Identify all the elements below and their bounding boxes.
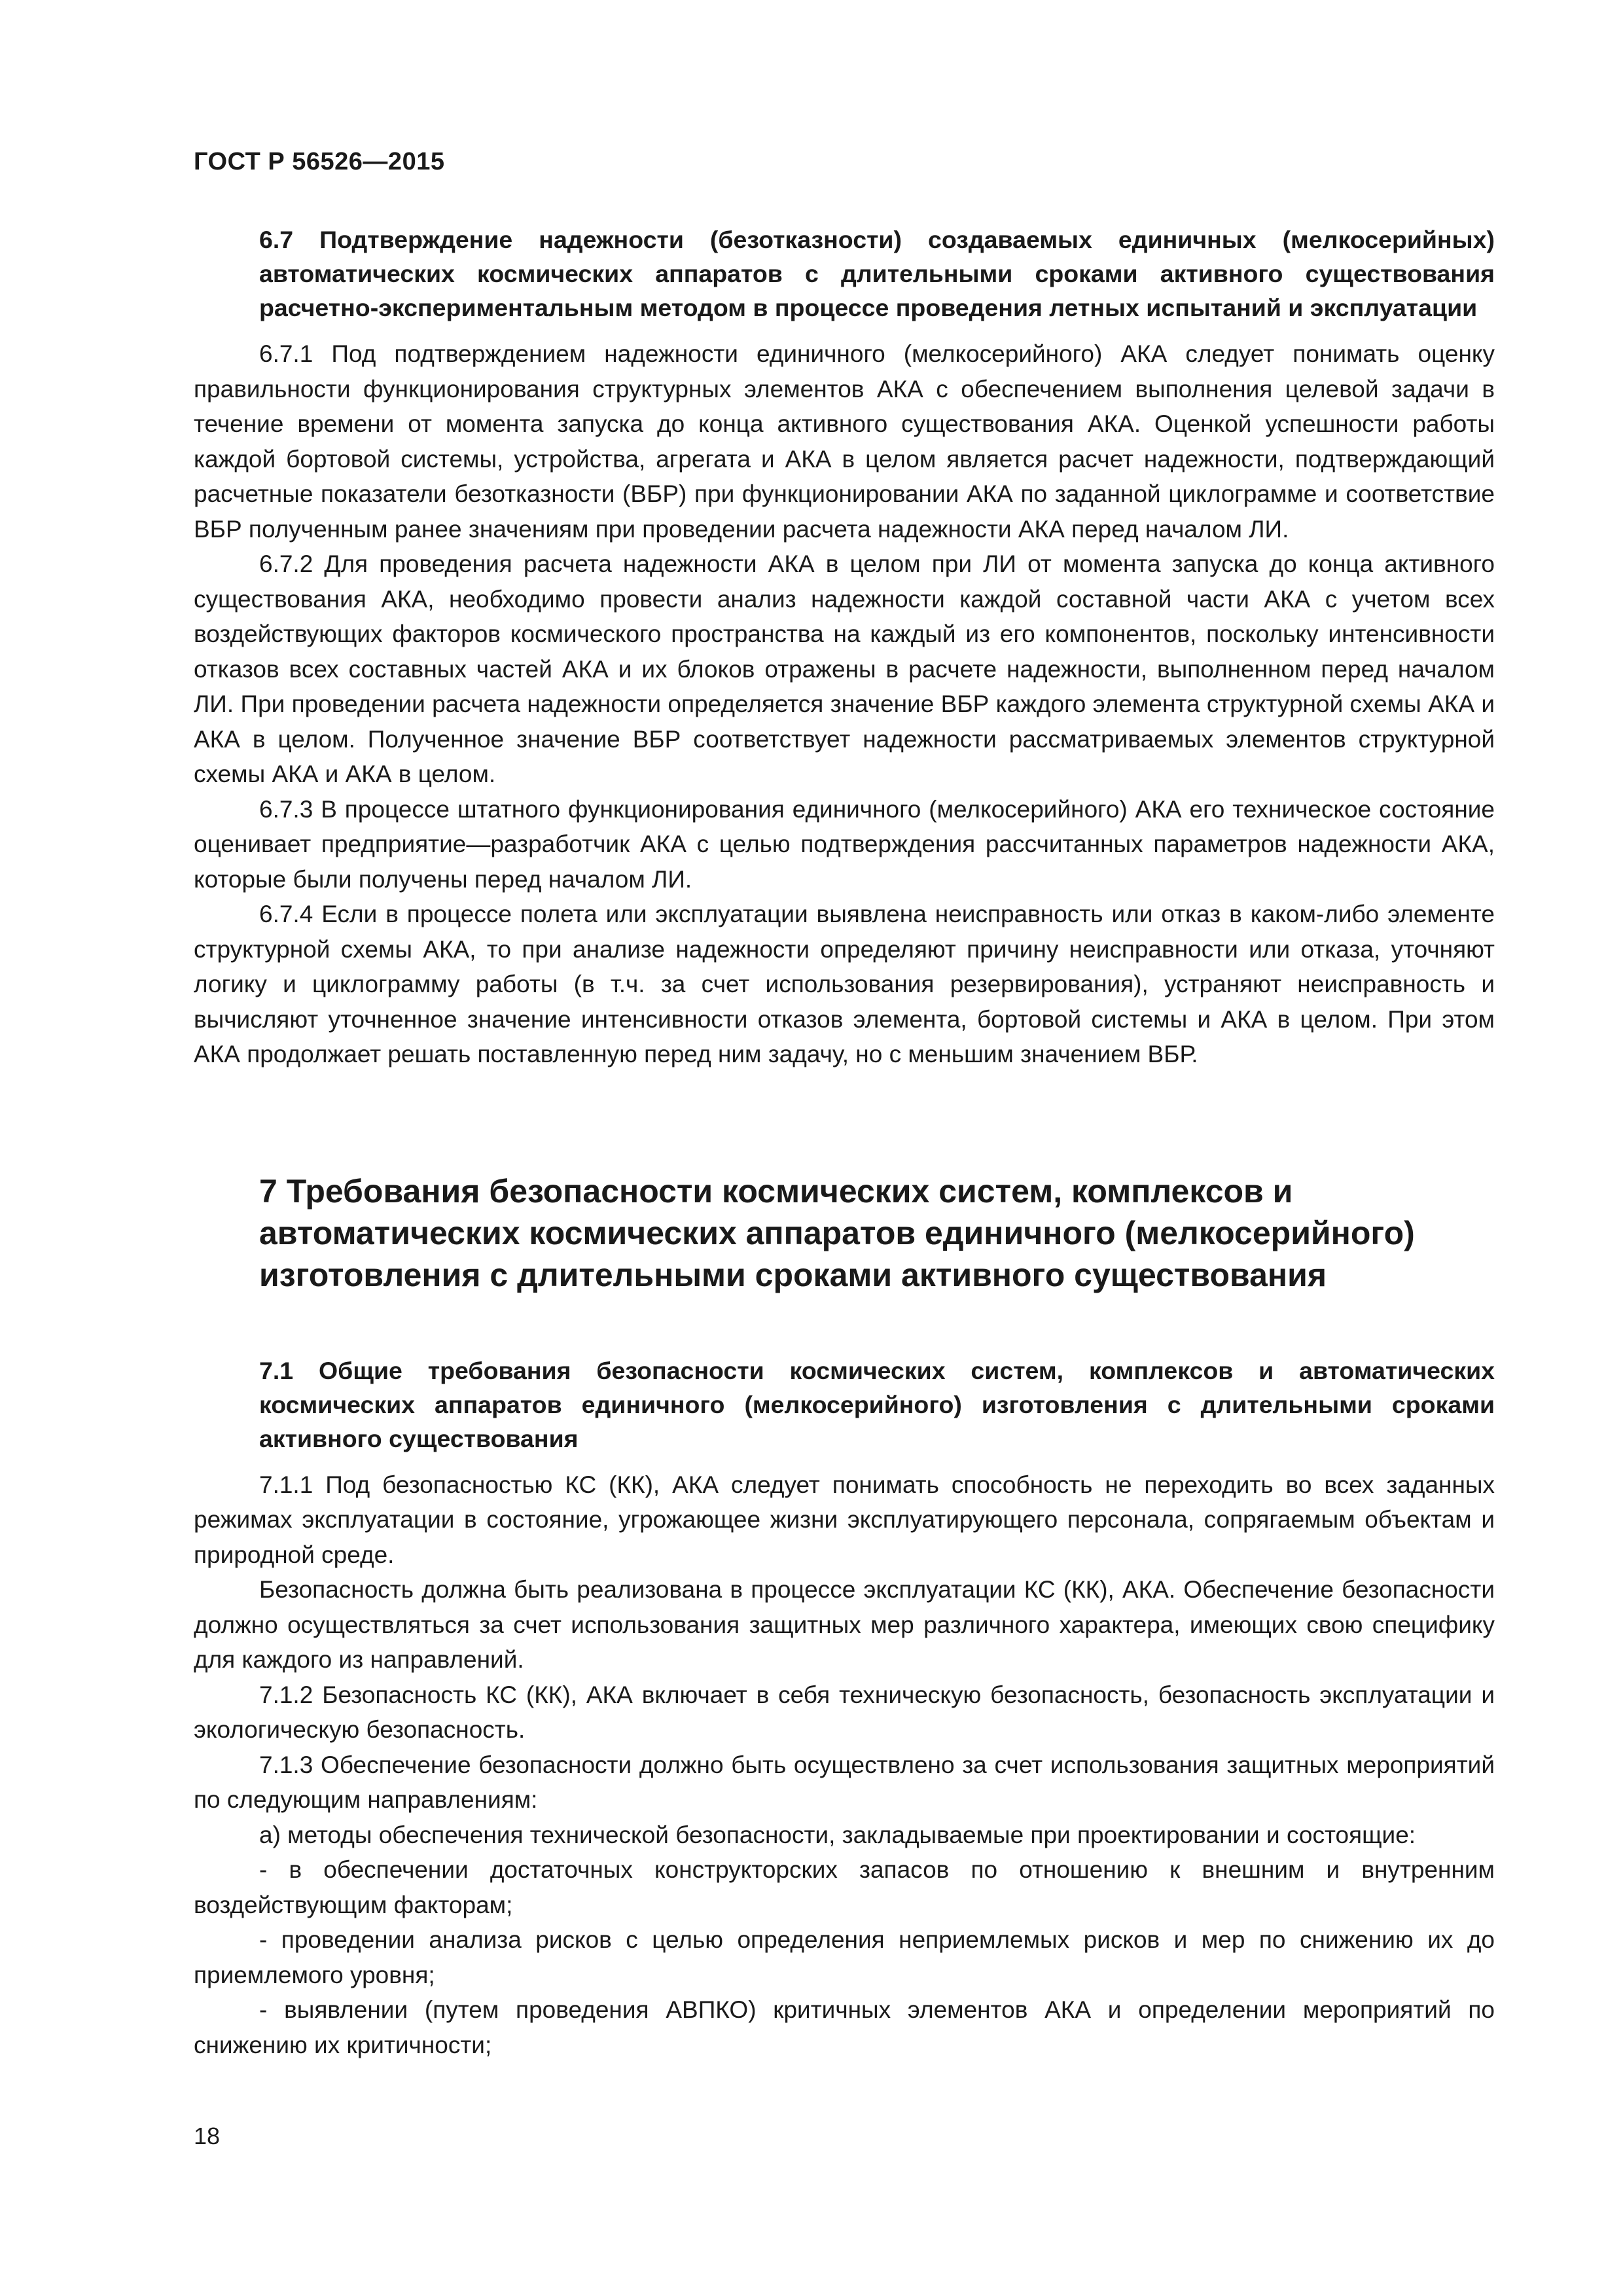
paragraph-7-1-1: 7.1.1 Под безопасностью КС (КК), АКА следует понимать способность не переходить во всех заданных режимах эксплуатации в состояние, угрожающее жизни эксплуатирующего персонала, сопрягаемым объектам и природной среде. — [194, 1471, 1495, 1568]
list-item-dash-3: - выявлении (путем проведения АВПКО) критичных элементов АКА и определении мероприятий по снижению их критичности; — [194, 1996, 1495, 2058]
section-7-heading: 7 Требования безопасности космических систем, комплексов и автоматических космических аппаратов единичного (мелкосерийного) изготовления с длительными сроками активного существования — [259, 1172, 1415, 1293]
paragraph-6-7-3: 6.7.3 В процессе штатного функционирования единичного (мелкосерийного) АКА его техническое состояние оценивает предприятие—разработчик АКА с целью подтверждения рассчитанных параметров надежности АКА, которые были получены перед началом ЛИ. — [194, 795, 1495, 893]
paragraph-6-7-1: 6.7.1 Под подтверждением надежности единичного (мелкосерийного) АКА следует понимать оценку правильности функционирования структурных элементов АКА с обеспечением выполнения целевой задачи в течение времени от момента запуска до конца активного существования АКА. Оценкой успешности работы каждой бортовой системы, устройства, агрегата и АКА в целом является расчет надежности, подтверждающий расчетные показатели безотказности (ВБР) при функционировании АКА по заданной циклограмме и соответствие ВБР полученным ранее значениям при проведении расчета надежности АКА перед началом ЛИ. — [194, 340, 1495, 543]
section-6-7-heading: 6.7 Подтверждение надежности (безотказности) создаваемых единичных (мелкосерийных) автоматических космических аппаратов с длительными сроками активного существования расчетно-экспериментальным методом в процессе проведения летных испытаний и эксплуатации — [259, 226, 1495, 321]
paragraph-7-1-1-continued: Безопасность должна быть реализована в процессе эксплуатации КС (КК), АКА. Обеспечение безопасности должно осуществляться за счет использования защитных мер различного характера, имеющих свою специфику для каждого из направлений. — [194, 1576, 1495, 1673]
list-item-a: а) методы обеспечения технической безопасности, закладываемые при проектировании и состоящие: — [259, 1821, 1416, 1848]
document-header: ГОСТ Р 56526—2015 — [194, 148, 445, 175]
section-7-1-heading: 7.1 Общие требования безопасности космических систем, комплексов и автоматических космических аппаратов единичного (мелкосерийного) изготовления с длительными сроками активного существования — [259, 1356, 1495, 1452]
list-item-dash-1: - в обеспечении достаточных конструкторских запасов по отношению к внешним и внутренним воздействующим факторам; — [194, 1856, 1495, 1918]
list-item-dash-2: - проведении анализа рисков с целью определения неприемлемых рисков и мер по снижению их до приемлемого уровня; — [194, 1926, 1495, 1988]
paragraph-6-7-2: 6.7.2 Для проведения расчета надежности АКА в целом при ЛИ от момента запуска до конца активного существования АКА, необходимо провести анализ надежности каждой составной части АКА с учетом всех воздействующих факторов космического пространства на каждый из его компонентов, поскольку интенсивности отказов всех составных частей АКА и их блоков отражены в расчете надежности, выполненном перед началом ЛИ. При проведении расчета надежности определяется значение ВБР каждого элемента структурной схемы АКА и АКА в целом. Полученное значение ВБР соответствует надежности рассматриваемых элементов структурной схемы АКА и АКА в целом. — [194, 550, 1495, 787]
paragraph-6-7-4: 6.7.4 Если в процессе полета или эксплуатации выявлена неисправность или отказ в каком-либо элементе структурной схемы АКА, то при анализе надежности определяют причину неисправности или отказа, уточняют логику и циклограмму работы (в т.ч. за счет использования резервирования), устраняют неисправность и вычисляют уточненное значение интенсивности отказов элемента, бортовой системы и АКА в целом. При этом АКА продолжает решать поставленную перед ним задачу, но с меньшим значением ВБР. — [194, 901, 1495, 1067]
section-6-7-body — [194, 336, 1495, 1072]
page-content — [194, 223, 1495, 2062]
section-7-1-body — [194, 1467, 1495, 2063]
page-number: 18 — [194, 2123, 221, 2149]
paragraph-7-1-2: 7.1.2 Безопасность КС (КК), АКА включает в себя техническую безопасность, безопасность эксплуатации и экологическую безопасность. — [194, 1681, 1495, 1743]
paragraph-7-1-3: 7.1.3 Обеспечение безопасности должно быть осуществлено за счет использования защитных мероприятий по следующим направлениям: — [194, 1751, 1495, 1813]
